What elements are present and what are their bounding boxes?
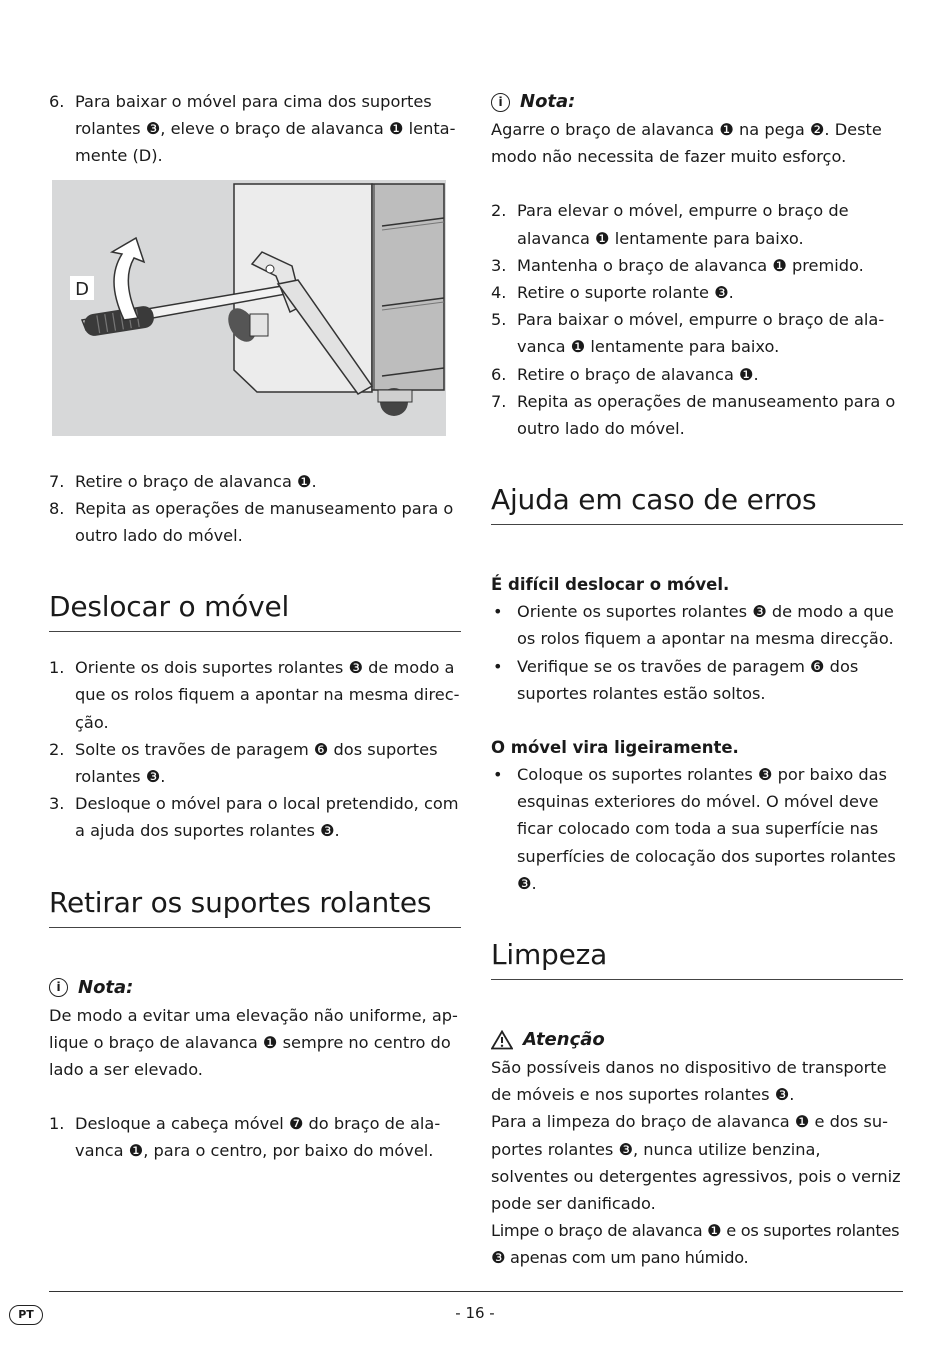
step-list-retirar [49,1110,461,1164]
list-item: • Coloque os suportes rolantes ❸ por baixo das esquinas exteriores do móvel. O móvel deve ficar colocado com toda a sua superfície nas superfícies de colocação dos suportes rolantes ❸. [493,765,896,893]
section-title-limpeza: Limpeza [491,937,903,980]
step-list-top [49,88,461,170]
info-icon: i [49,978,68,997]
page-number: - 16 - [455,1304,495,1322]
cleaning-text: Limpe o braço de alavanca ❶ e os suportes rolantes ❸ apenas com um pano húmido. [491,1221,900,1268]
step-list-right [491,197,903,442]
problem-heading: É difícil deslocar o móvel. [491,575,730,595]
problem-heading: O móvel vira ligeiramente. [491,738,739,758]
lever-illustration [52,180,446,436]
list-item: 1. Oriente os dois suportes rolantes ❸ de modo a que os rolos fiquem a apontar na mesma direc-ção. [49,658,460,732]
list-item: • Verifique se os travões de paragem ❻ dos suportes rolantes estão soltos. [493,656,859,703]
list-item: 2. Para elevar o móvel, empurre o braço de alavanca ❶ lentamente para baixo. [491,201,849,248]
cleaning-text: Para a limpeza do braço de alavanca ❶ e dos su-portes rolantes ❸, nunca utilize benzina, solventes ou detergentes agressivos, pois o verniz pode ser danificado. [491,1112,901,1214]
list-item: 2. Solte os travões de paragem ❻ dos suportes rolantes ❸. [49,739,438,787]
footer-divider [49,1291,903,1292]
step-list-deslocar [49,654,461,844]
list-item: 6. Retire o braço de alavanca ❶. [491,364,759,384]
section-title-retirar: Retirar os suportes rolantes [49,885,461,928]
figure-label-d: D [75,278,89,300]
list-item: • Oriente os suportes rolantes ❸ de modo a que os rolos fiquem a apontar na mesma direcção. [493,602,894,649]
list-item: 7. Retire o braço de alavanca ❶. [49,471,317,491]
bullet-list-problem2 [491,761,903,897]
note-heading: i Nota: [49,974,461,1002]
left-column [49,88,461,1165]
section-title-deslocar: Deslocar o móvel [49,589,461,632]
language-badge: PT [9,1305,43,1325]
info-icon: i [491,93,510,112]
step-list-after-figure [49,468,461,550]
warning-text: São possíveis danos no dispositivo de transporte de móveis e nos suportes rolantes ❸. [491,1058,887,1105]
list-item: 3. Mantenha o braço de alavanca ❶ premido. [491,255,864,275]
warning-heading: Atenção [491,1026,903,1054]
lever-lifting-figure [52,180,446,436]
note-text: De modo a evitar uma elevação não uniforme, ap-lique o braço de alavanca ❶ sempre no centro do lado a ser elevado. [49,1005,458,1080]
list-item: 3. Desloque o móvel para o local pretendido, com a ajuda dos suportes rolantes ❸. [49,794,459,841]
list-item: 1. Desloque a cabeça móvel ❼ do braço de ala-vanca ❶, para o centro, por baixo do móvel. [49,1114,441,1161]
list-item: 7. Repita as operações de manuseamento para o outro lado do móvel. [491,391,896,439]
right-column [491,88,903,1272]
warning-icon [491,1030,513,1050]
note-text: Agarre o braço de alavanca ❶ na pega ❷. Deste modo não necessita de fazer muito esforço. [491,120,882,167]
list-item: 6. Para baixar o móvel para cima dos suportes rolantes ❸, eleve o braço de alavanca ❶ lenta-mente (D). [49,92,456,166]
list-item: 8. Repita as operações de manuseamento para o outro lado do móvel. [49,498,454,546]
list-item: 5. Para baixar o móvel, empurre o braço de ala-vanca ❶ lentamente para baixo. [491,310,885,357]
bullet-list-problem1 [491,598,903,707]
note-heading: i Nota: [491,88,903,116]
list-item: 4. Retire o suporte rolante ❸. [491,283,734,303]
section-title-ajuda: Ajuda em caso de erros [491,482,903,525]
